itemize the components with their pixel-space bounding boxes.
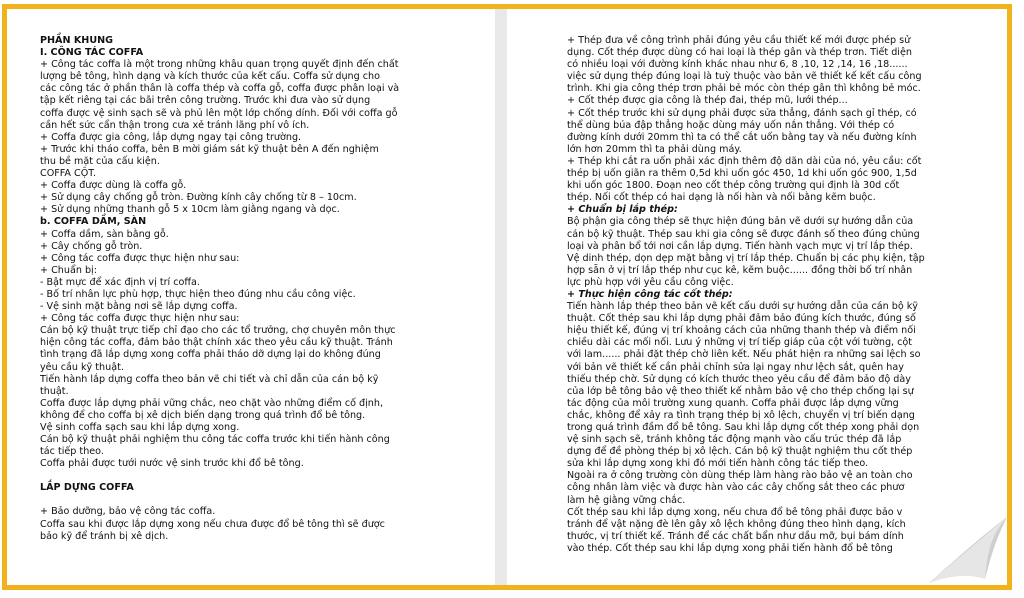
left-page-text-line: + Công tác coffa được thực hiện như sau: [40, 252, 240, 264]
right-page-text-line: Bộ phận gia công thép sẽ thực hiện đúng bản vẽ dưới sự hướng dẫn của [567, 216, 914, 228]
right-page-text-line: chiều dài các mối nối. Lưu ý những vị trí tiếp giáp của cột với tường, cột [567, 337, 913, 349]
left-page-text-line: PHẦN KHUNG [40, 35, 114, 46]
left-page-spacer [40, 494, 495, 506]
right-page-text-line: tránh để vật nặng đè lên gây xô lệch không đúng theo hình dạng, kích [567, 518, 906, 530]
left-page-text-line: không để cho coffa bị xê dịch biến dạng trong quá trình đổ bê tông. [40, 409, 366, 421]
right-page-text-line: công nhân làm việc và được hàn vào các cây chống sắt theo các phươ [567, 482, 905, 494]
left-page-text-line: + Chuẩn bị: [40, 264, 97, 276]
right-page-text-line: có nhiều loại với đường kính khác nhau như 6, 8 ,10, 12 ,14, 16 ,18...... [567, 59, 908, 71]
left-page-text-line: lượng bê tông, hình dạng và kích thước của kết cấu. Coffa sử dụng cho [40, 71, 381, 83]
left-page-text-line: tình trạng đã lắp dựng xong coffa phải tháo dỡ dựng lại do không đúng [40, 349, 381, 361]
left-page-text-line: bảo kỹ để tránh bị xê dịch. [40, 530, 169, 542]
right-page-text-line: Cốt thép sau khi lắp dựng xong, nếu chưa đổ bê tông phải được bảo v [567, 506, 903, 518]
right-page-text-line: với bản vẽ thiết kế cần phải chỉnh sửa lại ngay như lệch sắt, quên hay [567, 361, 904, 373]
left-page-text-line: + Coffa dầm, sàn bằng gỗ. [40, 228, 169, 240]
right-page-text-line: với lam...... phải đặt thép chờ liên kết. Nếu phát hiện ra những sai lệch so [567, 349, 921, 361]
left-page-text-line: tập kết riêng tại các bãi trên công trường. Trước khi đưa vào sử dụng [40, 95, 371, 107]
left-page-text-line: + Coffa được dùng là coffa gỗ. [40, 180, 187, 192]
right-page-text-line: trình. Khi gia công thép trơn phải bẻ móc còn thép gân thì không bẻ móc. [567, 83, 921, 95]
left-page-text-line: b. COFFA DẦM, SÀN [40, 216, 147, 228]
right-page [507, 9, 1012, 585]
right-page-text-line: Ngoài ra ở công trường còn dùng thép làm hàng rào bảo vệ an toàn cho [567, 470, 913, 482]
right-page-text-line: + Cốt thép được gia công là thép đai, thép mũ, lưới thép... [567, 95, 848, 107]
page-curl-icon [923, 515, 1007, 585]
left-page [7, 9, 495, 585]
left-page-text-line: I. CÔNG TÁC COFFA [40, 47, 144, 59]
right-page-text-line: việc sử dụng thép đúng loại là tuỳ thuộc vào bản vẽ thiết kế kết cấu công [567, 71, 922, 83]
right-page-text-line: thép. Nối cốt thép có hai dạng là nối hàn và nối bằng kẽm buộc. [567, 192, 876, 204]
right-page-text-line: thước, vị trí thiết kế. Tránh để các chất bẩn như dầu mỡ, bụi bám dính [567, 530, 904, 542]
left-page-text-line: Tiến hành lắp dựng coffa theo bản vẽ chi tiết và chỉ dẫn của cán bộ kỹ [40, 373, 379, 385]
right-page-text-line: vệ sinh sạch sẽ, tránh không tác động mạnh vào cấu trúc thép đã lắp [567, 434, 902, 446]
left-page-text-line: các công tác ở phần thân là coffa thép và coffa gỗ, coffa được phân loại và [40, 83, 400, 95]
right-page-text-line: Tiến hành lắp thép theo bản vẽ kết cấu dưới sự hướng dẫn của cán bộ kỹ [567, 301, 918, 313]
left-page-text-line: coffa được vệ sinh sạch sẽ và phủ lên một lớp chống dính. Đối với coffa gỗ [40, 107, 398, 119]
left-page-text-line: + Bảo dưỡng, bảo vệ công tác coffa. [40, 506, 216, 518]
right-page-text-line: hiệu thiết kế, đúng vị trí khoảng cách của những thanh thép và điểm nối [567, 325, 916, 337]
left-page-text-line: LẮP DỰNG COFFA [40, 482, 134, 494]
right-page-text-line: + Thực hiện công tác cốt thép: [567, 288, 733, 300]
left-page-text-line: Cán bộ kỹ thuật trực tiếp chỉ đạo cho các tổ trưởng, chợ chuyên môn thực [40, 325, 396, 337]
right-page-text-line: + Chuẩn bị lắp thép: [567, 204, 678, 216]
right-page-text-line: loại và phân bổ tới nơi cần lắp dựng. Tiến hành vạch mực vị trí lắp thép. [567, 240, 913, 252]
right-page-text-line: tác động của môi trường xung quanh. Coffa phải được lắp dựng vững [567, 397, 899, 409]
right-page-text-line: dụng. Cốt thép được dùng có hai loại là thép gân và thép trơn. Tiết diện [567, 47, 912, 59]
right-page-text-line: thiếu thép chờ. Sử dụng có kích thước theo yêu cầu để đảm bảo độ dày [567, 373, 911, 385]
left-page-text-line: + Coffa được gia công, lắp dựng ngay tại công trường. [40, 131, 302, 143]
right-page-text-line: thể dùng búa đập thẳng hoặc dùng máy uốn nắn thẳng. Với thép có [567, 119, 895, 131]
right-page-text-line: vào thép. Cốt thép sau khi lắp dựng xong phải tiến hành đổ bê tông [567, 542, 893, 554]
left-page-text-line: + Sử dụng những thanh gỗ 5 x 10cm làm giằng ngang và dọc. [40, 204, 340, 216]
left-page-text-line: - Bật mực để xác định vị trí coffa. [40, 276, 200, 288]
left-page-text-line: hiện công tác coffa, đảm bảo thật chính xác theo yêu cầu kỹ thuật. Tránh [40, 337, 393, 349]
right-page-text-line: đường kính dưới 20mm thì ta có thể cắt uốn bằng tay và nếu đường kính [567, 131, 917, 143]
left-page-text-line: COFFA CỘT. [40, 168, 97, 180]
left-page-text-line: - Bố trí nhân lực phù hợp, thực hiện theo đúng nhu cầu công việc. [40, 288, 356, 300]
left-page-text-line: - Vệ sinh mặt bằng nơi sẽ lắp dựng coffa. [40, 301, 238, 313]
left-page-text-line: tác tiếp theo. [40, 446, 104, 458]
left-page-text-line: Vệ sinh coffa sạch sau khi lắp dựng xong. [40, 422, 240, 433]
left-page-text-line: + Cây chống gỗ tròn. [40, 240, 143, 252]
left-page-text-line: + Công tác coffa được thực hiện như sau: [40, 313, 240, 325]
right-page-text-line: Vệ dinh thép, dọn dẹp mặt bằng vị trí lắp thép. Chuẩn bị các phụ kiện, tập [567, 252, 925, 264]
left-page-text-line: thu bề mặt của cấu kiện. [40, 155, 160, 167]
right-page-text-line: của lớp bê tông bảo vệ theo thiết kế nhằm bảo vệ cho thép chống lại sự [567, 385, 914, 397]
right-page-text-line: chắc, không để xảy ra tình trạng thép bị xô lệch, chuyển vị trí biến dạng [567, 409, 915, 421]
left-page-text-line: Coffa phải được tưới nước vệ sinh trước khi đổ bê tông. [40, 458, 304, 470]
right-page-text-line: trong quá trình đầm đổ bê tông. Sau khi lắp dựng cốt thép xong phải dọn [567, 422, 920, 433]
right-page-text-line: lực phù hợp với yêu cầu công việc. [567, 276, 734, 288]
right-page-text-line: sửa khi lắp dựng xong khi đó mới tiến hành công tác tiếp theo. [567, 458, 869, 470]
right-page-text-line: thuật. Cốt thép sau khi lắp dựng phải đảm bảo đúng kích thước, đúng số [567, 313, 916, 325]
left-page-text-line: + Công tác coffa là một trong những khâu quan trọng quyết định đến chất [40, 59, 399, 71]
left-page-text-line: Coffa được lắp dựng phải vững chắc, neo chặt vào những điểm cố định, [40, 397, 383, 409]
document-frame [2, 4, 1012, 590]
left-page-text-line: Coffa sau khi được lắp dựng xong nếu chưa được đổ bê tông thì sẽ được [40, 518, 385, 530]
left-page-text-line: cần hết sức cẩn thận trong cưa xẻ tránh lãng phí vô ích. [40, 119, 310, 131]
right-page-text-line: lớn hơn 20mm thì ta phải dùng máy. [567, 143, 742, 155]
left-page-text-line: + Sử dụng cây chống gỗ tròn. Đường kính cây chống từ 8 – 10cm. [40, 192, 357, 204]
right-page-text-line: làm hệ giằng vững chắc. [567, 494, 686, 506]
right-page-text-line: hợp sẵn ở vị trí lắp thép như cục kê, kẽm buộc...... đồng thời bố trí nhân [567, 264, 913, 276]
left-page-text-line: yêu cầu kỹ thuật. [40, 361, 124, 373]
right-page-text-line: + Cốt thép trước khi sử dụng phải được sửa thẳng, đánh sạch gỉ thép, có [567, 107, 917, 119]
left-page-spacer [40, 470, 495, 482]
left-page-text-line: thuật. [40, 385, 69, 397]
right-page-text-line: + Thép đưa về công trình phải đúng yêu cầu thiết kế mới được phép sử [567, 35, 911, 46]
right-page-text-line: khi uốn góc 1800. Đoạn neo cốt thép công trường qui định là 30d cốt [567, 180, 900, 192]
right-page-text-line: cán bộ kỹ thuật. Thép sau khi gia công sẽ được đánh số theo đúng chủng [567, 228, 920, 240]
left-page-text-line: + Trước khi tháo coffa, bên B mời giám sát kỹ thuật bên A đến nghiệm [40, 143, 379, 155]
right-page-text-line: + Thép khi cắt ra uốn phải xác định thêm độ dãn dài của nó, yêu cầu: cốt [567, 155, 922, 167]
left-page-text-line: Cán bộ kỹ thuật phải nghiệm thu công tác coffa trước khi tiến hành công [40, 434, 390, 446]
right-page-text-line: dựng để đề phòng thép bị xô lệch. Cán bộ kỹ thuật nghiệm thu cốt thép [567, 446, 913, 458]
right-page-text-line: thép bị uốn giãn ra thêm 0,5d khi uốn góc 450, 1d khi uốn góc 900, 1,5d [567, 168, 917, 180]
